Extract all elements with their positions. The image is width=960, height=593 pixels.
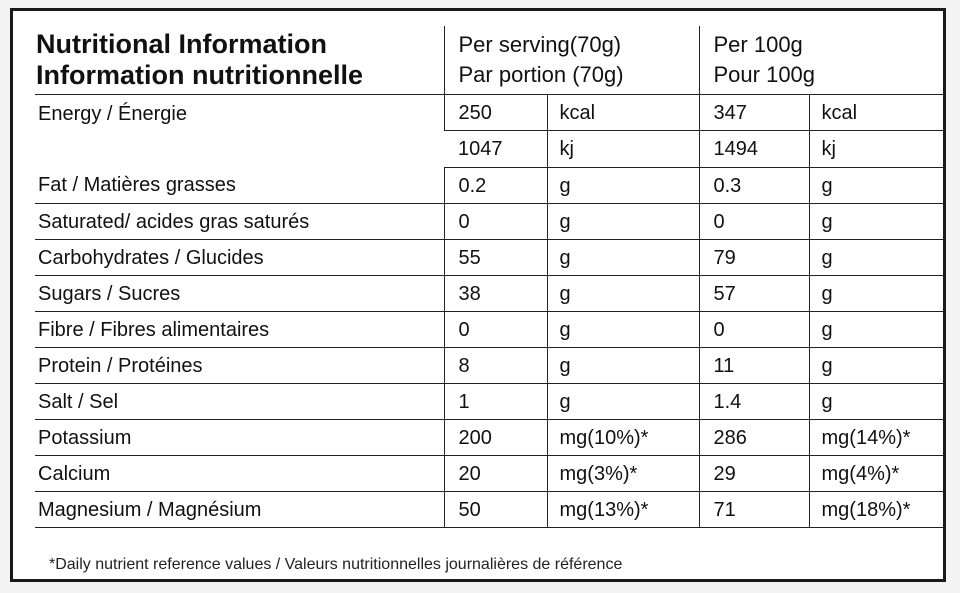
- table-row: [35, 204, 945, 240]
- nutrition-table: [35, 26, 945, 528]
- energy-per100-kcal-unit: kcal: [809, 95, 945, 131]
- serving-unit: g: [547, 312, 699, 348]
- per100-value: 29: [699, 456, 809, 492]
- serving-value: 20: [444, 456, 547, 492]
- table-row: [35, 276, 945, 312]
- serving-unit: mg(3%)*: [547, 456, 699, 492]
- per100-value: 57: [699, 276, 809, 312]
- per100-unit: g: [809, 168, 945, 204]
- serving-unit: g: [547, 384, 699, 420]
- per100-value: 0: [699, 312, 809, 348]
- nutrient-label: Potassium: [35, 420, 444, 456]
- energy-serving-kj: 1047: [444, 131, 547, 168]
- nutrient-label: Carbohydrates / Glucides: [35, 240, 444, 276]
- nutrition-label: [10, 8, 946, 582]
- title-english: Nutritional Information: [36, 29, 327, 59]
- per100-value: 11: [699, 348, 809, 384]
- per100-unit: g: [809, 384, 945, 420]
- nutrient-label: Fat / Matières grasses: [35, 168, 444, 204]
- table-row: [35, 348, 945, 384]
- per100-value: 79: [699, 240, 809, 276]
- per100-unit: mg(4%)*: [809, 456, 945, 492]
- nutrient-label: Magnesium / Magnésium: [35, 492, 444, 528]
- serving-value: 1: [444, 384, 547, 420]
- energy-per100-kj-unit: kj: [809, 131, 945, 168]
- serving-unit: g: [547, 276, 699, 312]
- serving-unit: g: [547, 168, 699, 204]
- per-serving-en: Per serving(70g): [458, 32, 622, 57]
- per100-value: 0.3: [699, 168, 809, 204]
- serving-value: 55: [444, 240, 547, 276]
- per100-unit: g: [809, 276, 945, 312]
- table-row: [35, 420, 945, 456]
- per-100g-header: [699, 26, 945, 95]
- serving-unit: mg(13%)*: [547, 492, 699, 528]
- per100-unit: g: [809, 240, 945, 276]
- serving-value: 0.2: [444, 168, 547, 204]
- header-row: [35, 26, 945, 95]
- serving-value: 200: [444, 420, 547, 456]
- serving-value: 8: [444, 348, 547, 384]
- table-row: [35, 456, 945, 492]
- per100-unit: mg(14%)*: [809, 420, 945, 456]
- energy-serving-kj-unit: kj: [547, 131, 699, 168]
- per100-value: 71: [699, 492, 809, 528]
- serving-value: 0: [444, 204, 547, 240]
- per100-value: 286: [699, 420, 809, 456]
- title-french: Information nutritionnelle: [36, 60, 363, 90]
- serving-unit: g: [547, 348, 699, 384]
- serving-value: 50: [444, 492, 547, 528]
- nutrient-label: Calcium: [35, 456, 444, 492]
- nutrient-label: Fibre / Fibres alimentaires: [35, 312, 444, 348]
- per100-unit: g: [809, 204, 945, 240]
- per-serving-fr: Par portion (70g): [458, 62, 624, 87]
- table-row: [35, 492, 945, 528]
- energy-serving-kcal: 250: [444, 95, 547, 131]
- per100-value: 1.4: [699, 384, 809, 420]
- serving-unit: mg(10%)*: [547, 420, 699, 456]
- per-serving-header: [444, 26, 699, 95]
- per-100g-en: Per 100g: [713, 32, 803, 57]
- energy-per100-kj: 1494: [699, 131, 809, 168]
- serving-value: 0: [444, 312, 547, 348]
- table-title: [35, 26, 444, 95]
- serving-unit: g: [547, 240, 699, 276]
- nutrient-label: Protein / Protéines: [35, 348, 444, 384]
- nutrient-label: Saturated/ acides gras saturés: [35, 204, 444, 240]
- energy-serving-kcal-unit: kcal: [547, 95, 699, 131]
- table-row: [35, 168, 945, 204]
- per100-value: 0: [699, 204, 809, 240]
- per-100g-fr: Pour 100g: [713, 62, 816, 87]
- serving-unit: g: [547, 204, 699, 240]
- nutrient-label: Salt / Sel: [35, 384, 444, 420]
- energy-per100-kcal: 347: [699, 95, 809, 131]
- table-row: [35, 384, 945, 420]
- table-row: [35, 312, 945, 348]
- footnote: *Daily nutrient reference values / Valeurs nutritionnelles journalières de référence: [49, 556, 623, 573]
- serving-value: 38: [444, 276, 547, 312]
- per100-unit: mg(18%)*: [809, 492, 945, 528]
- energy-kcal-row: [35, 95, 945, 131]
- energy-label: Energy / Énergie: [38, 103, 187, 125]
- nutrient-label: Sugars / Sucres: [35, 276, 444, 312]
- per100-unit: g: [809, 348, 945, 384]
- table-row: [35, 240, 945, 276]
- per100-unit: g: [809, 312, 945, 348]
